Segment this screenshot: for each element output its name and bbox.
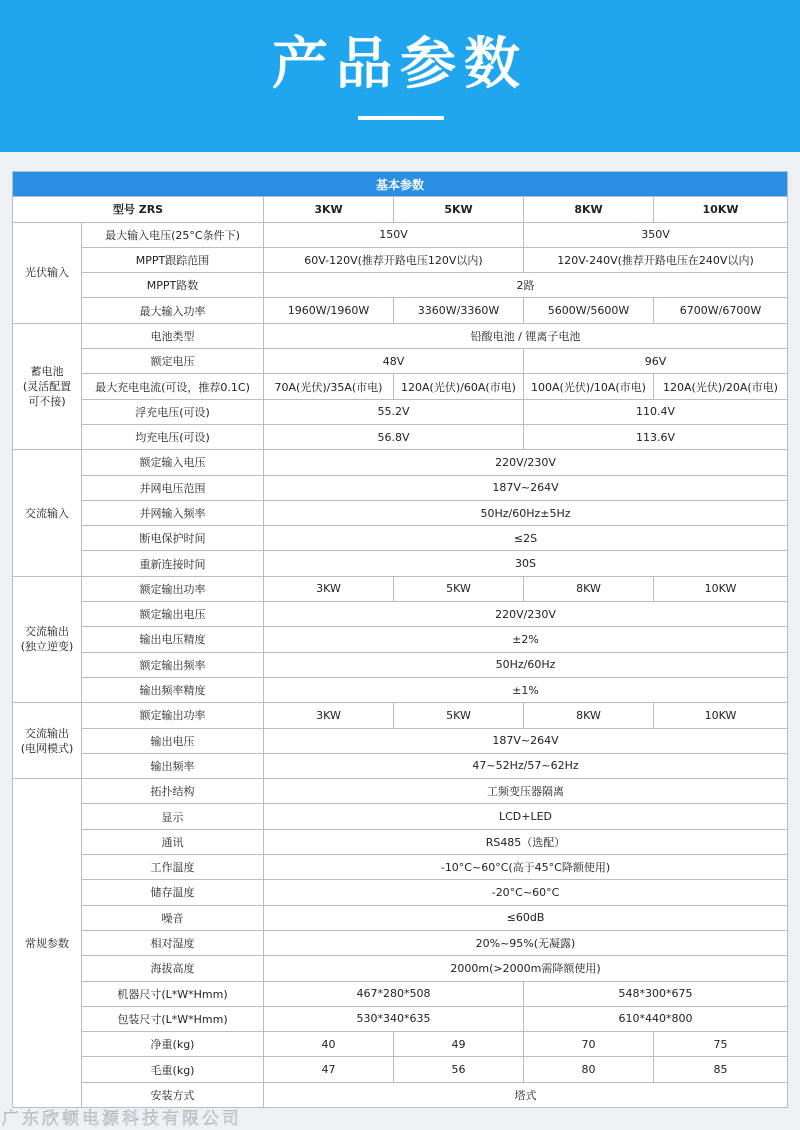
param-value: ≤60dB xyxy=(264,905,788,930)
param-value: 5KW xyxy=(394,576,524,601)
table-row xyxy=(13,222,788,247)
param-value-low: 48V xyxy=(264,349,524,374)
param-value: 40 xyxy=(264,1032,394,1057)
param-value: 2路 xyxy=(264,273,788,298)
param-value: 50Hz/60Hz±5Hz xyxy=(264,500,788,525)
param-label: 通讯 xyxy=(82,829,264,854)
param-value-low: 60V-120V(推荐开路电压120V以内) xyxy=(264,247,524,272)
table-row xyxy=(13,551,788,576)
page-header xyxy=(0,0,800,152)
param-value: ±1% xyxy=(264,677,788,702)
table-row xyxy=(13,956,788,981)
table-row xyxy=(13,1006,788,1031)
param-value: 120A(光伏)/60A(市电) xyxy=(394,374,524,399)
param-label: 额定电压 xyxy=(82,349,264,374)
category-ac-out-grid: 交流输出 (电网模式) xyxy=(13,703,82,779)
param-label: 毛重(kg) xyxy=(82,1057,264,1082)
table-row xyxy=(13,500,788,525)
param-value-low: 530*340*635 xyxy=(264,1006,524,1031)
category-battery: 蓄电池 (灵活配置 可不接) xyxy=(13,323,82,449)
spec-table xyxy=(12,171,788,1108)
model-header-row xyxy=(13,197,788,222)
param-value: 3360W/3360W xyxy=(394,298,524,323)
model-8kw: 8KW xyxy=(524,197,654,222)
param-label: 重新连接时间 xyxy=(82,551,264,576)
table-row xyxy=(13,703,788,728)
model-label: 型号 ZRS xyxy=(13,197,264,222)
param-label: 相对湿度 xyxy=(82,930,264,955)
table-row xyxy=(13,475,788,500)
param-label: 最大输入功率 xyxy=(82,298,264,323)
table-row xyxy=(13,753,788,778)
model-5kw: 5KW xyxy=(394,197,524,222)
table-row xyxy=(13,779,788,804)
param-label: 输出电压 xyxy=(82,728,264,753)
table-row xyxy=(13,652,788,677)
param-value: 8KW xyxy=(524,703,654,728)
param-label: 噪音 xyxy=(82,905,264,930)
param-value-high: 548*300*675 xyxy=(524,981,788,1006)
table-row xyxy=(13,298,788,323)
param-label: 净重(kg) xyxy=(82,1032,264,1057)
param-value: 1960W/1960W xyxy=(264,298,394,323)
param-value-high: 96V xyxy=(524,349,788,374)
table-row xyxy=(13,602,788,627)
param-label: 断电保护时间 xyxy=(82,526,264,551)
param-value-high: 120V-240V(推荐开路电压在240V以内) xyxy=(524,247,788,272)
category-general: 常规参数 xyxy=(13,779,82,1108)
table-row xyxy=(13,829,788,854)
param-label: 额定输出功率 xyxy=(82,576,264,601)
param-value: 10KW xyxy=(654,703,788,728)
table-row xyxy=(13,677,788,702)
param-value: 47 xyxy=(264,1057,394,1082)
param-value: -20°C~60°C xyxy=(264,880,788,905)
param-label: MPPT跟踪范围 xyxy=(82,247,264,272)
param-label: 输出频率 xyxy=(82,753,264,778)
param-label: 最大输入电压(25°C条件下) xyxy=(82,222,264,247)
param-value-high: 350V xyxy=(524,222,788,247)
param-label: 均充电压(可设) xyxy=(82,424,264,449)
param-label: 额定输出电压 xyxy=(82,602,264,627)
table-row xyxy=(13,526,788,551)
param-value: 187V~264V xyxy=(264,475,788,500)
param-label: 显示 xyxy=(82,804,264,829)
param-value: 187V~264V xyxy=(264,728,788,753)
param-value-low: 55.2V xyxy=(264,399,524,424)
param-value: 塔式 xyxy=(264,1082,788,1107)
category-pv: 光伏输入 xyxy=(13,222,82,323)
category-ac-out-inv: 交流输出 (独立逆变) xyxy=(13,576,82,702)
table-row xyxy=(13,424,788,449)
param-value: 8KW xyxy=(524,576,654,601)
param-label: 额定输出频率 xyxy=(82,652,264,677)
table-row xyxy=(13,804,788,829)
table-row xyxy=(13,374,788,399)
table-row xyxy=(13,981,788,1006)
table-row xyxy=(13,349,788,374)
param-value: 70A(光伏)/35A(市电) xyxy=(264,374,394,399)
table-row xyxy=(13,1032,788,1057)
param-label: 包装尺寸(L*W*Hmm) xyxy=(82,1006,264,1031)
param-value: 5600W/5600W xyxy=(524,298,654,323)
param-value: ≤2S xyxy=(264,526,788,551)
param-label: 额定输出功率 xyxy=(82,703,264,728)
param-label: 输出频率精度 xyxy=(82,677,264,702)
param-value: 30S xyxy=(264,551,788,576)
param-label: MPPT路数 xyxy=(82,273,264,298)
param-label: 并网输入频率 xyxy=(82,500,264,525)
param-value-low: 56.8V xyxy=(264,424,524,449)
param-value-low: 150V xyxy=(264,222,524,247)
section-header-row xyxy=(13,172,788,197)
section-title: 基本参数 xyxy=(13,172,788,197)
param-value: 50Hz/60Hz xyxy=(264,652,788,677)
table-row xyxy=(13,728,788,753)
table-row xyxy=(13,247,788,272)
param-value-high: 610*440*800 xyxy=(524,1006,788,1031)
param-value-high: 113.6V xyxy=(524,424,788,449)
param-value: 120A(光伏)/20A(市电) xyxy=(654,374,788,399)
param-value-low: 467*280*508 xyxy=(264,981,524,1006)
param-value: RS485（选配） xyxy=(264,829,788,854)
table-row xyxy=(13,880,788,905)
param-value: LCD+LED xyxy=(264,804,788,829)
param-label: 额定输入电压 xyxy=(82,450,264,475)
param-label: 储存温度 xyxy=(82,880,264,905)
param-label: 海拔高度 xyxy=(82,956,264,981)
param-value: 47~52Hz/57~62Hz xyxy=(264,753,788,778)
param-value: 10KW xyxy=(654,576,788,601)
param-value: 3KW xyxy=(264,703,394,728)
param-value: 20%~95%(无凝露) xyxy=(264,930,788,955)
param-value: 75 xyxy=(654,1032,788,1057)
param-label: 并网电压范围 xyxy=(82,475,264,500)
param-value: 工频变压器隔离 xyxy=(264,779,788,804)
param-value-high: 110.4V xyxy=(524,399,788,424)
param-value: 5KW xyxy=(394,703,524,728)
table-row xyxy=(13,1057,788,1082)
param-label: 安装方式 xyxy=(82,1082,264,1107)
param-value: 2000m(>2000m需降额使用) xyxy=(264,956,788,981)
table-row xyxy=(13,905,788,930)
param-label: 浮充电压(可设) xyxy=(82,399,264,424)
param-label: 拓扑结构 xyxy=(82,779,264,804)
param-value: -10°C~60°C(高于45°C降额使用) xyxy=(264,855,788,880)
table-row xyxy=(13,627,788,652)
param-value: ±2% xyxy=(264,627,788,652)
param-value: 3KW xyxy=(264,576,394,601)
title-underline xyxy=(358,116,444,120)
param-label: 工作温度 xyxy=(82,855,264,880)
param-value: 6700W/6700W xyxy=(654,298,788,323)
param-value: 80 xyxy=(524,1057,654,1082)
param-value: 70 xyxy=(524,1032,654,1057)
param-value: 49 xyxy=(394,1032,524,1057)
table-row xyxy=(13,576,788,601)
model-10kw: 10KW xyxy=(654,197,788,222)
table-row xyxy=(13,273,788,298)
param-value: 220V/230V xyxy=(264,602,788,627)
category-ac-in: 交流输入 xyxy=(13,450,82,576)
table-row xyxy=(13,855,788,880)
param-label: 机器尺寸(L*W*Hmm) xyxy=(82,981,264,1006)
param-label: 输出电压精度 xyxy=(82,627,264,652)
company-watermark: 广东欣顿电源科技有限公司 xyxy=(2,1109,242,1129)
page-title: 产品参数 xyxy=(272,32,528,97)
param-value: 85 xyxy=(654,1057,788,1082)
param-value: 220V/230V xyxy=(264,450,788,475)
param-value: 铅酸电池 / 锂离子电池 xyxy=(264,323,788,348)
param-label: 电池类型 xyxy=(82,323,264,348)
param-value: 100A(光伏)/10A(市电) xyxy=(524,374,654,399)
model-3kw: 3KW xyxy=(264,197,394,222)
table-row xyxy=(13,399,788,424)
table-row xyxy=(13,930,788,955)
table-row xyxy=(13,323,788,348)
table-row xyxy=(13,450,788,475)
param-label: 最大充电电流(可设，推荐0.1C) xyxy=(82,374,264,399)
param-value: 56 xyxy=(394,1057,524,1082)
